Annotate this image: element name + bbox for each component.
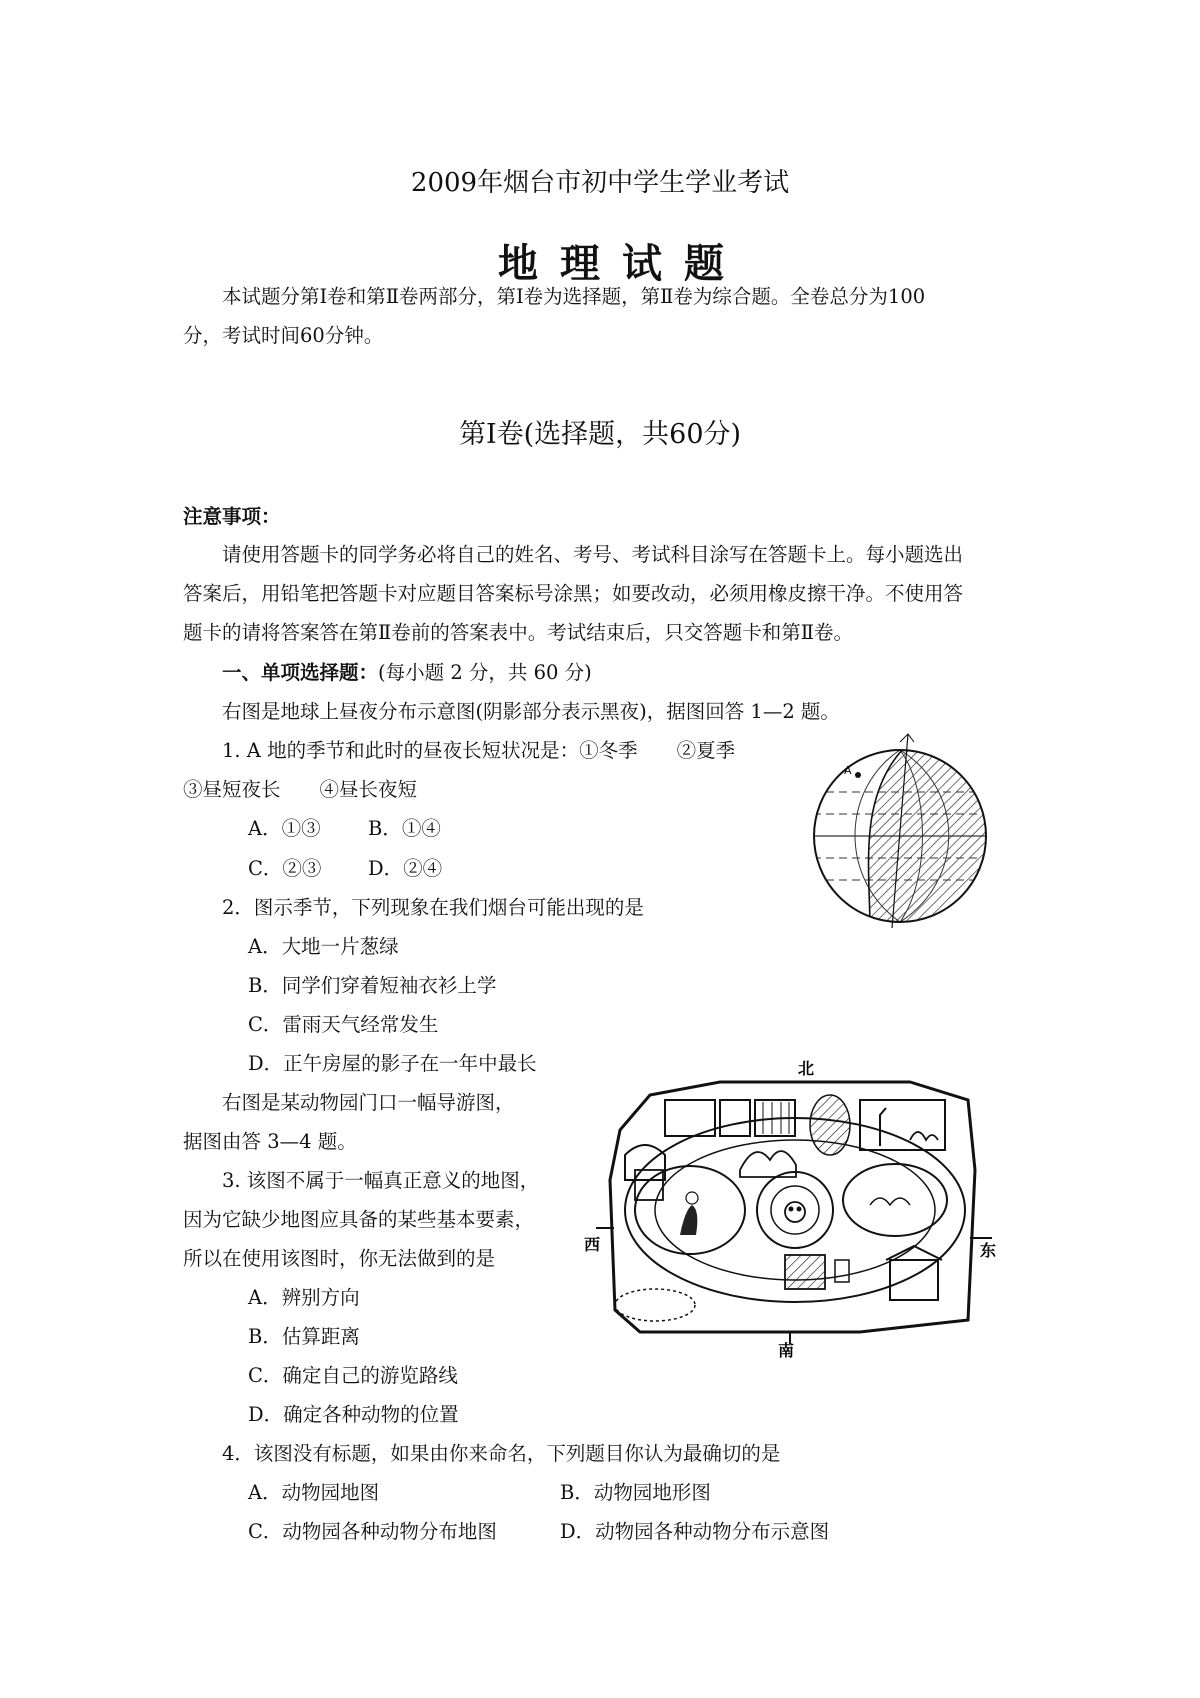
intro-line-1: 本试题分第Ⅰ卷和第Ⅱ卷两部分，第Ⅰ卷为选择题，第Ⅱ卷为综合题。全卷总分为100 — [222, 285, 926, 308]
section-heading-label: 一、单项选择题： — [222, 661, 379, 684]
notice-line-1: 请使用答题卡的同学务必将自己的姓名、考号、考试科目涂写在答题卡上。每小题选出 — [222, 543, 964, 566]
notice-line-3: 题卡的请将答案答在第Ⅱ卷前的答案表中。考试结束后，只交答题卡和第Ⅱ卷。 — [183, 621, 854, 644]
tree-grove — [810, 1095, 850, 1155]
q3-option-b: B．估算距离 — [248, 1325, 360, 1348]
q1-option-c: C．②③ — [248, 857, 322, 880]
notice-line-2: 答案后，用铅笔把答题卡对应题目答案标号涂黑；如要改动，必须用橡皮擦干净。不使用答 — [183, 582, 964, 605]
q4-option-b: B．动物园地形图 — [560, 1481, 711, 1504]
section-heading — [222, 659, 592, 686]
point-a-marker — [855, 772, 861, 778]
subject-title: 地理试题 — [498, 240, 746, 287]
seal-icon — [680, 1205, 697, 1235]
q3-stem-line-1: 3. 该图不属于一幅真正意义的地图， — [222, 1169, 540, 1192]
q4-option-c: C．动物园各种动物分布地图 — [248, 1520, 497, 1543]
q1-stem-line-2: ③昼短夜长 ④昼长夜短 — [183, 778, 418, 801]
east-label: 东 — [980, 1241, 997, 1260]
q2-option-b: B．同学们穿着短袖衣衫上学 — [248, 974, 497, 997]
north-label: 北 — [798, 1060, 815, 1078]
q4-option-d: D．动物园各种动物分布示意图 — [560, 1520, 830, 1543]
lion-enclosure — [720, 1100, 750, 1136]
shrubs — [615, 1289, 695, 1321]
q1-option-a: A．①③ — [248, 817, 321, 840]
point-a-label: A — [844, 764, 852, 777]
q2-option-a: A．大地一片葱绿 — [248, 935, 399, 958]
globe-day-night-figure — [800, 730, 1000, 930]
intro-q1-2: 右图是地球上昼夜分布示意图(阴影部分表示黑夜)，据图回答 1—2 题。 — [222, 700, 840, 723]
south-label: 南 — [778, 1341, 795, 1360]
night-shading — [869, 730, 1000, 930]
q3-option-c: C．确定自己的游览路线 — [248, 1364, 458, 1387]
section-heading-note: (每小题 2 分，共 60 分) — [378, 661, 592, 684]
swan-icon — [870, 1198, 910, 1205]
q1-option-b: B．①④ — [368, 817, 441, 840]
q4-stem: 4．该图没有标题，如果由你来命名，下列题目你认为最确切的是 — [222, 1442, 781, 1465]
aviary — [785, 1255, 825, 1289]
q3-stem-line-2: 因为它缺少地图应具备的某些基本要素， — [183, 1208, 535, 1231]
camel-icon — [910, 1132, 938, 1140]
panda-icon — [785, 1202, 805, 1222]
q3-stem-line-3: 所以在使用该图时，你无法做到的是 — [183, 1247, 496, 1270]
q2-option-c: C．雷雨天气经常发生 — [248, 1013, 439, 1036]
intro-q3-4-line-1: 右图是某动物园门口一幅导游图， — [222, 1091, 515, 1114]
part-title: 第Ⅰ卷(选择题，共60分) — [458, 419, 742, 450]
q1-option-d: D．②④ — [368, 857, 443, 880]
notice-heading: 注意事项： — [183, 505, 281, 528]
giraffe-camel-area — [860, 1100, 945, 1150]
q3-option-d: D．确定各种动物的位置 — [248, 1403, 459, 1426]
intro-q3-4-line-2: 据图由答 3—4 题。 — [183, 1130, 357, 1153]
q2-stem: 2．图示季节，下列现象在我们烟台可能出现的是 — [222, 896, 644, 919]
giraffe-icon — [880, 1108, 886, 1146]
elephant-icon — [625, 1145, 665, 1180]
q3-option-a: A．辨别方向 — [248, 1286, 360, 1309]
panda-area-path — [757, 1172, 833, 1248]
intro-line-2: 分，考试时间60分钟。 — [183, 324, 384, 347]
q2-option-d: D．正午房屋的影子在一年中最长 — [248, 1052, 537, 1075]
q1-stem-line-1: 1. A 地的季节和此时的昼夜长短状况是：①冬季 ②夏季 — [222, 739, 736, 762]
kiosk — [835, 1260, 849, 1282]
q4-option-a: A．动物园地图 — [248, 1481, 380, 1504]
west-label: 西 — [584, 1235, 601, 1254]
zoo-guide-map — [580, 1060, 1000, 1360]
exam-title: 2009年烟台市初中学生学业考试 — [410, 168, 790, 198]
